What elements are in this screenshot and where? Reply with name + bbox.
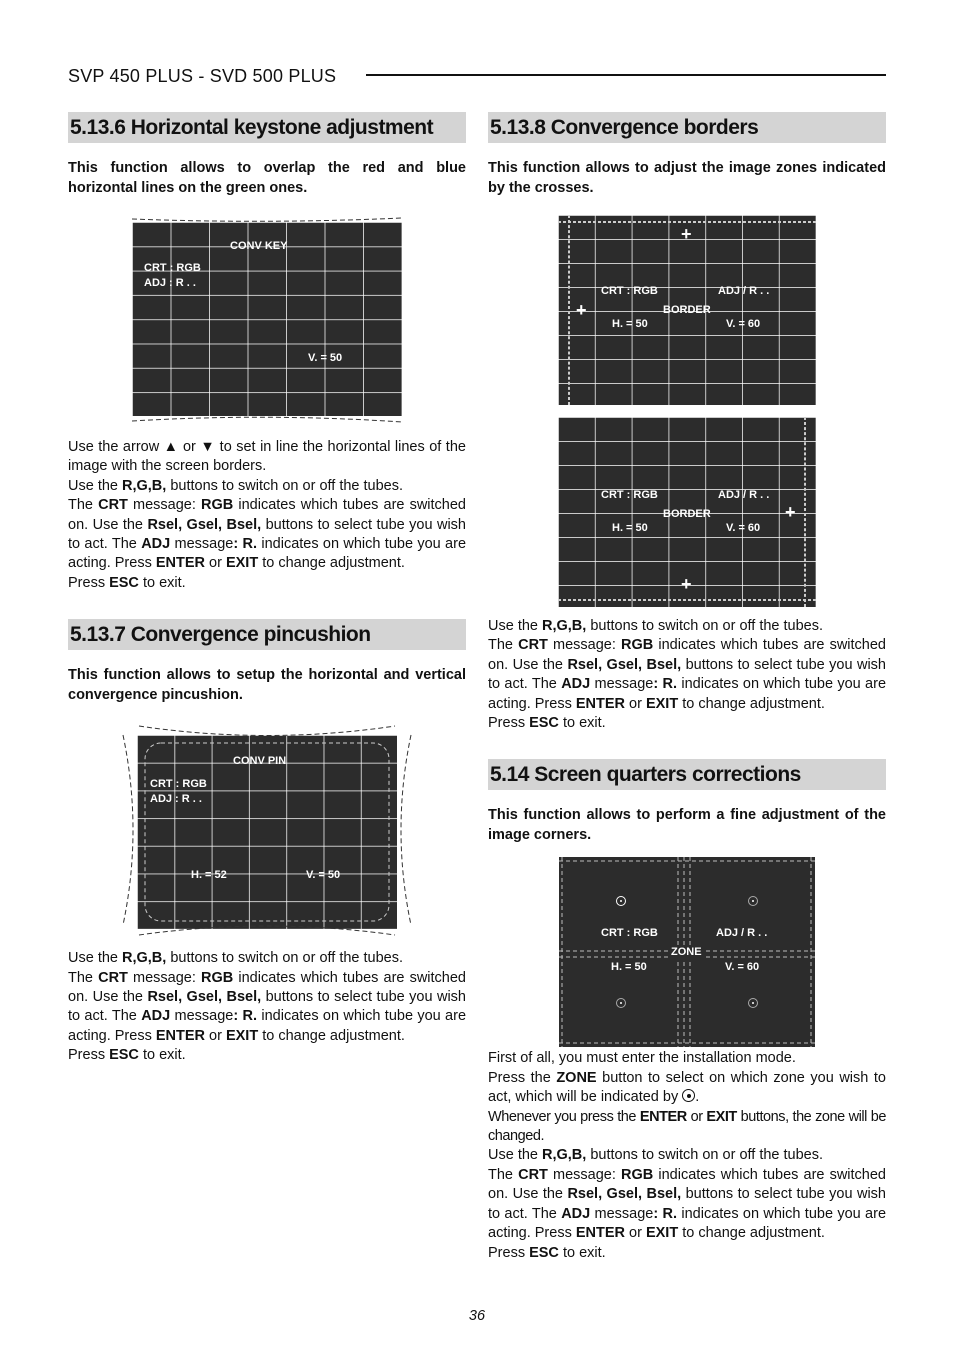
text: buttons to select tube you wish to act. The — [68, 516, 466, 553]
rgb-keyword: R,G,B, — [122, 477, 167, 494]
keyword: : R. — [233, 1008, 258, 1025]
border-label: BORDER — [663, 508, 711, 520]
border-dash-line — [804, 417, 806, 607]
section-body — [68, 438, 466, 593]
text: or — [178, 439, 201, 455]
keyword: R,G,B, — [542, 1147, 587, 1164]
section-intro: This function allows to overlap the red and blue horizontal lines on the green ones. — [68, 160, 466, 196]
text: to exit. — [558, 1244, 606, 1261]
arrow-up-icon: ▲ — [163, 439, 179, 455]
crt-label: CRT : RGB — [601, 285, 658, 297]
zone-screen — [559, 857, 815, 1047]
text: button to select on which zone you wish to act, which will be indicated by — [488, 1069, 886, 1106]
border-dash-line — [568, 215, 570, 405]
text: buttons to switch on or off the tubes. — [166, 950, 404, 967]
section-body — [488, 1049, 886, 1262]
zone-indicator-icon — [682, 1089, 695, 1102]
section-body — [488, 617, 886, 733]
section-intro: This function allows to adjust the image zones indicated by the crosses. — [488, 160, 886, 196]
text: to change adjustment. — [678, 1225, 825, 1242]
crt-label: CRT : RGB — [601, 927, 658, 940]
keyword: ZONE — [556, 1069, 597, 1086]
text: message: — [127, 497, 202, 514]
section-title-convergence-pincushion: 5.13.7 Convergence pincushion — [68, 619, 466, 650]
border-cross-icon: + — [785, 502, 796, 522]
keyword: ADJ — [561, 1205, 591, 1222]
keyword: : R. — [653, 676, 678, 693]
text: message: — [547, 637, 622, 654]
left-column — [68, 112, 466, 1066]
h-value: H. = 50 — [612, 318, 648, 330]
text: to change adjustment. — [258, 1027, 405, 1044]
crt-label: CRT : RGB — [150, 778, 207, 791]
border-cross-icon: + — [681, 574, 692, 594]
keyword: RGB — [621, 1166, 654, 1183]
keyword: ADJ — [141, 1008, 171, 1025]
keyword: ESC — [109, 1047, 139, 1064]
keyword: RGB — [201, 497, 234, 514]
text: to exit. — [138, 574, 186, 591]
text: The — [488, 1166, 519, 1183]
arrow-down-icon: ▼ — [200, 439, 216, 455]
page-header — [68, 66, 886, 90]
text: Press the — [488, 1069, 557, 1086]
keyword: CRT — [98, 969, 128, 986]
section-body — [68, 949, 466, 1065]
text: message: — [547, 1166, 622, 1183]
h-value: H. = 50 — [611, 961, 647, 974]
page-number: 36 — [468, 1308, 486, 1324]
border-dash-line — [558, 221, 816, 223]
text: or — [205, 555, 226, 572]
text: Use the — [68, 477, 122, 494]
text: buttons to switch on or off the tubes. — [586, 1147, 824, 1164]
keyword: EXIT — [706, 1108, 737, 1125]
header-title: SVP 450 PLUS - SVD 500 PLUS — [68, 66, 337, 86]
keyword: ADJ — [561, 676, 591, 693]
conv-key-screen — [130, 216, 404, 424]
text: indicates which tubes are switched on. Use the — [488, 637, 886, 673]
text: indicates which tubes are switched on. Use the — [68, 969, 466, 1006]
keyword: ENTER — [575, 695, 625, 712]
text: . — [695, 1089, 700, 1106]
border-label: BORDER — [663, 304, 711, 316]
keyword: Rsel, Gsel, Bsel, — [567, 656, 682, 673]
text: buttons to select tube you wish to act. The — [68, 989, 466, 1025]
keyword: CRT — [518, 637, 548, 654]
text: Press — [488, 1244, 530, 1261]
text: or — [625, 695, 646, 712]
keyword: Rsel, Gsel, Bsel, — [147, 989, 262, 1006]
text: buttons to select tube you wish to act. The — [488, 656, 886, 693]
keyword: CRT — [98, 497, 128, 514]
text: to change adjustment. — [258, 555, 405, 572]
keyword: EXIT — [225, 555, 259, 572]
text: Press — [68, 574, 110, 591]
keyword: ENTER — [155, 555, 205, 572]
adj-label: ADJ / R . . — [716, 927, 768, 940]
keyword: ADJ — [141, 536, 171, 553]
adj-label: ADJ : R . . — [150, 793, 202, 806]
keyword: ESC — [109, 574, 139, 591]
border-cross-icon: + — [576, 300, 587, 320]
keyword: RGB — [621, 637, 654, 654]
crt-label: CRT : RGB — [144, 262, 201, 274]
text: indicates on which tube you are acting. Press — [68, 536, 467, 572]
text: to set in line the horizontal lines of the image with the screen borders. — [68, 439, 466, 475]
h-value: H. = 52 — [191, 869, 227, 882]
text: The — [68, 969, 99, 986]
header-rule — [366, 74, 886, 76]
text: Use the — [488, 618, 542, 634]
keyword: Rsel, Gsel, Bsel, — [567, 1186, 682, 1203]
keyword: RGB — [201, 969, 234, 986]
keyword: R,G,B, — [542, 618, 587, 634]
keyword: EXIT — [645, 1225, 679, 1242]
v-value: V. = 60 — [726, 522, 761, 534]
section-intro: This function allows to perform a fine adjustment of the image corners. — [488, 807, 886, 844]
text: The — [488, 637, 519, 654]
text: indicates on which tube you are acting. Press — [68, 1008, 467, 1044]
text: or — [205, 1027, 226, 1044]
text: message — [590, 676, 654, 693]
section-title-convergence-borders: 5.13.8 Convergence borders — [488, 112, 886, 143]
screen-title: CONV KEY — [230, 240, 288, 252]
keyword: ENTER — [639, 1108, 687, 1125]
text: indicates on which tube you are acting. Press — [488, 1205, 887, 1242]
text: buttons to switch on or off the tubes. — [166, 477, 404, 494]
v-value: V. = 50 — [306, 869, 341, 882]
text: indicates which tubes are switched on. Use the — [68, 497, 466, 533]
adj-label: ADJ / R . . — [718, 489, 770, 501]
text: indicates on which tube you are acting. Press — [488, 676, 887, 712]
v-value: V. = 60 — [725, 961, 760, 974]
border-screen-top — [558, 215, 816, 405]
text: indicates which tubes are switched on. Use the — [488, 1166, 886, 1203]
v-value: V. = 50 — [308, 352, 343, 364]
text: Press — [488, 715, 530, 732]
keyword: EXIT — [645, 695, 679, 712]
zone-label: ZONE — [671, 946, 702, 959]
v-value: V. = 60 — [726, 318, 761, 330]
text: to change adjustment. — [678, 695, 825, 712]
text: buttons, the zone will be changed. — [488, 1108, 886, 1145]
crt-label: CRT : RGB — [601, 489, 658, 501]
text: Use the arrow — [68, 439, 164, 455]
keyword: EXIT — [225, 1027, 259, 1044]
keyword: R,G,B, — [122, 950, 167, 967]
text: buttons to select tube you wish to act. The — [488, 1186, 886, 1222]
keyword: CRT — [518, 1166, 548, 1183]
section-title-horizontal-keystone: 5.13.6 Horizontal keystone adjustment — [68, 112, 466, 143]
text: message — [170, 536, 234, 553]
text: message: — [127, 969, 202, 986]
right-column — [488, 112, 886, 1263]
keyword: ESC — [529, 1244, 559, 1261]
conv-pin-screen — [119, 723, 415, 937]
text: First of all, you must enter the installation mode. — [488, 1050, 796, 1067]
text: The — [68, 497, 99, 514]
section-intro: This function allows to setup the horizontal and vertical convergence pincushion. — [68, 667, 466, 704]
text: Whenever you press the — [488, 1108, 640, 1125]
text: buttons to switch on or off the tubes. — [586, 618, 824, 634]
adj-label: ADJ : R . . — [144, 277, 196, 289]
text: Press — [68, 1047, 110, 1064]
h-value: H. = 50 — [612, 522, 648, 534]
border-dash-line — [558, 599, 816, 601]
adj-label: ADJ / R . . — [718, 285, 770, 297]
screen-title: CONV PIN — [233, 755, 287, 768]
keyword: : R. — [653, 1205, 678, 1222]
border-cross-icon: + — [681, 224, 692, 244]
section-title-screen-quarters: 5.14 Screen quarters corrections — [488, 759, 886, 790]
keyword: ESC — [529, 715, 559, 732]
border-screen-bottom — [558, 417, 816, 607]
keyword: Rsel, Gsel, Bsel, — [147, 516, 262, 533]
text: message — [170, 1008, 234, 1025]
text: to exit. — [558, 715, 606, 732]
text: or — [686, 1108, 707, 1125]
text: to exit. — [138, 1047, 186, 1064]
text: Use the — [488, 1147, 542, 1164]
keyword: : R. — [233, 536, 258, 553]
text: Use the — [68, 950, 122, 967]
keyword: ENTER — [155, 1027, 205, 1044]
text: or — [625, 1225, 646, 1242]
keyword: ENTER — [575, 1225, 625, 1242]
text: message — [590, 1205, 654, 1222]
